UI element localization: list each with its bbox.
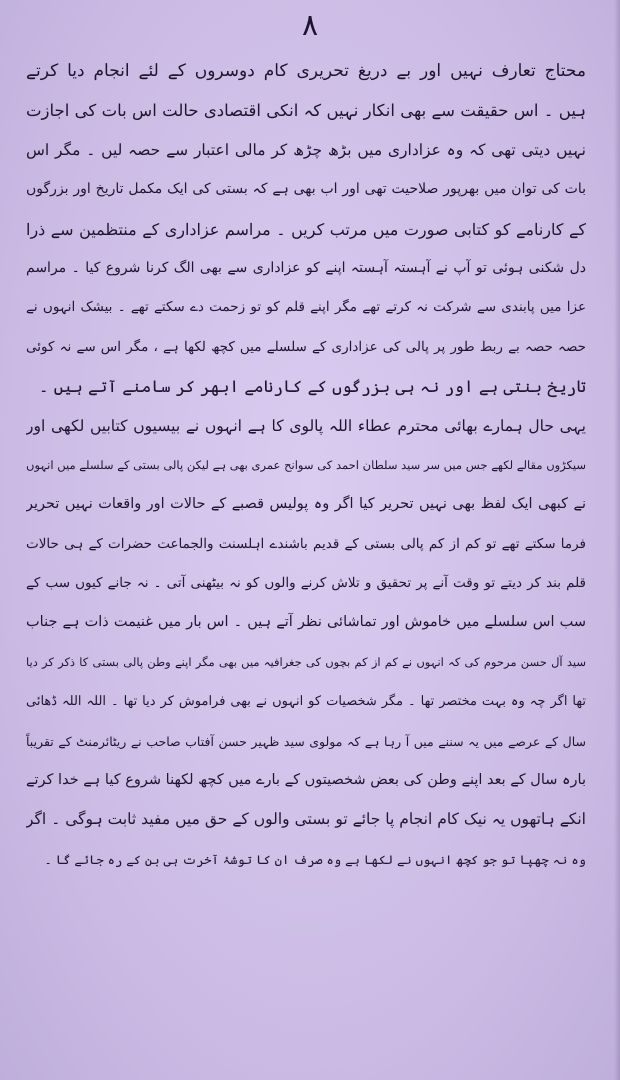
text-line-3: نہیں دیتی تھی کہ وہ عزاداری میں بڑھ چڑھ کر مالی اعتبار سے حصہ لیں ۔ مگر اس [26,140,586,159]
text-line-2: ہیں ۔ اس حقیقت سے بھی انکار نہیں کہ انکی اقتصادی حالت اس بات کی اجازت [26,101,586,121]
text-line-11: سیکڑوں مقالے لکھے جس میں سر سید سلطان احمد کی سوانح عمری بھی ہے لیکن پالی بستی کے سلسلے میں انہوں [26,457,586,472]
text-line-10: یہی حال ہمارے بھائی محترم عطاء اللہ پالوی کا ہے انہوں نے بیسیوں کتابیں لکھی اور [26,416,586,435]
text-line-1: محتاج تعارف نہیں اور بے دریغ تحریری کام دوسروں کے لئے انجام دیا کرتے [26,61,586,81]
text-line-4: بات کی توان میں بھرپور صلاحیت تھی اور اب بھی ہے کہ بستی کی ایک مکمل تاریخ اور بزرگوں [26,181,586,198]
text-line-19: بارہ سال کے بعد اپنے وطن کی بعض شخصیتوں کے بارے میں کچھ لکھنا شروع کیا ہے خدا کرتے [26,772,586,789]
text-line-12: نے کبھی ایک لفظ بھی نہیں تحریر کیا اگر وہ پولیس قصبے کے حالات اور واقعات نہیں تحریر [26,496,586,513]
text-line-17: تھا اگر چہ وہ بہت مختصر تھا ۔ مگر شخصیات کو انہوں نے بھی فراموش کر دیا تھا ۔ اللہ اللہ ڈھائی [26,694,586,710]
text-line-20: انکے ہاتھوں یہ نیک کام انجام پا جائے تو بستی والوں کے حق میں مفید ثابت ہوگی ۔ اگر [26,810,586,829]
page-number: ۸ [301,8,319,43]
text-line-6: دل شکنی ہوئی تو آپ نے آہستہ آہستہ اپنے کو عزاداری سے بھی الگ کرنا شروع کیا ۔ مراسم [26,259,586,276]
text-line-18: سال کے عرصے میں یہ سننے میں آ رہا ہے کہ مولوی سید ظہیر حسن آفتاب صاحب نے ریٹائرمنٹ کے تقریباً [26,733,586,749]
text-line-15: سب اس سلسلے میں خاموش اور تماشائی نظر آتے ہیں ۔ اس بار میں غنیمت ذات ہے جناب [26,614,586,631]
text-line-8: حصہ حصہ بے ربط طور پر پالی کی عزاداری کے سلسلے میں کچھ لکھا ہے ، مگر اس سے نہ کوئی [26,338,586,355]
text-line-9: تاریخ بنتی ہے اور نہ ہی بزرگوں کے کارنامے ابھر کر سامنے آتے ہیں ۔ [38,377,586,397]
text-line-16: سید آل حسن مرحوم کی کہ انہوں نے کم از کم بچوں کی جغرافیہ میں بھی مگر اپنے وطن پالی بستی کا ذکر کر دیا [26,654,586,669]
text-line-13: فرما سکتے تھے تو کم از کم پالی بستی کے قدیم باشندے اہلسنت والجماعت حضرات کے ہی حالات [26,535,586,552]
text-line-14: قلم بند کر دیتے تو وقت آنے پر تحقیق و تلاش کرنے والوں کو نہ بیٹھنی آتی ۔ نہ جانے کیوں سب کے [26,575,586,592]
page-edge-shadow [614,0,620,1080]
text-line-21: وہ نہ چھپا تو جو کچھ انہوں نے لکھا ہے وہ صرف ان کا توشۂ آخرت ہی بن کے رہ جائے گا ۔ [44,851,586,867]
text-line-5: کے کارنامے کو کتابی صورت میں مرتب کریں ۔ مراسم عزاداری کے منتظمین سے ذرا [26,219,586,239]
body-text [26,52,586,879]
text-line-7: عزا میں پابندی سے شرکت نہ کرتے تھے مگر اپنے قلم کو تو زحمت دے سکتے تھے ۔ بیشک انہوں نے [26,299,586,316]
